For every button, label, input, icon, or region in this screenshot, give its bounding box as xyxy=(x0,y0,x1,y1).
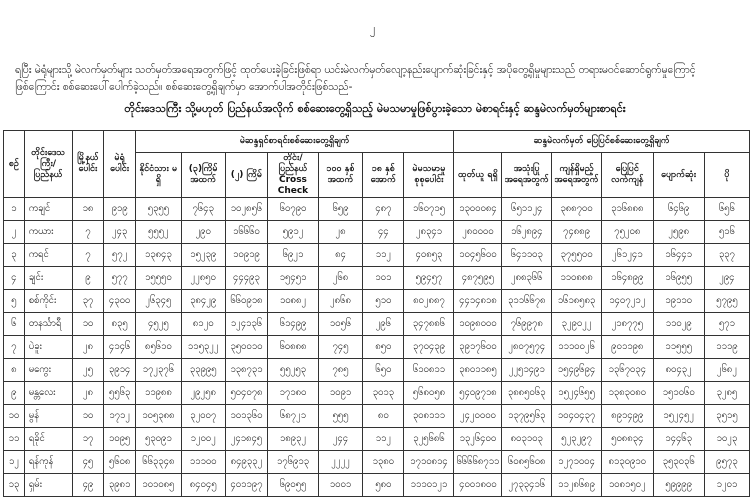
table-cell: ၄၃၀၀ xyxy=(104,290,136,313)
table-cell: ၈၁၂၀ xyxy=(181,313,225,336)
table-cell: ၉၁၉ xyxy=(104,198,136,221)
table-row xyxy=(4,267,750,290)
table-cell: ၁၁၉၈၈ xyxy=(135,382,181,405)
col-header: ၁၀၀ နှစ် အထက် xyxy=(318,153,362,198)
col-header: အသုံးပြု အရေအတွက် xyxy=(502,153,552,198)
table-cell: ၂၈၀၀၀၀ xyxy=(454,221,502,244)
table-cell: ၁၆၉၅၅ xyxy=(653,267,704,290)
table-cell: ၂၉၆ xyxy=(363,313,404,336)
region-cell: ရခိုင် xyxy=(24,428,72,451)
table-cell: ၁၀၉၅ xyxy=(104,428,136,451)
table-cell: ၇၆၉၉၇၈ xyxy=(502,313,552,336)
table-cell: ၅၀၈၈၃၄ xyxy=(601,428,653,451)
col-header: ပို xyxy=(704,153,749,198)
table-cell: ၈၀ xyxy=(363,405,404,428)
table-cell: ၁၆၁၈၅၈၃ xyxy=(552,290,602,313)
table-cell: ၄၈၇၅၉၅ xyxy=(454,267,502,290)
region-cell: တနင်္သာရီ xyxy=(24,313,72,336)
region-cell: ကချင် xyxy=(24,198,72,221)
table-cell: ၂၆၃၄၅ xyxy=(135,290,181,313)
table-cell: ၆၆၆၆၈၇၁၁ xyxy=(454,451,502,474)
col-header: ၁၈ နှစ် အောက် xyxy=(363,153,404,198)
table-cell: ၆၅၉ xyxy=(318,198,362,221)
table-cell: ၁၀၄၀၄၃၇ xyxy=(552,405,602,428)
region-cell: ကရင် xyxy=(24,244,72,267)
group-header-voter-list: မဲဆန္ဒရှင်စာရင်းစစ်ဆေးတွေ့ရှိချက် xyxy=(135,131,454,153)
table-cell: ၁၁၀၂၉ xyxy=(653,313,704,336)
table-cell: ၁၇၆၉၁၃ xyxy=(268,451,319,474)
table-cell: ၁၀၁၃၆၀ xyxy=(225,405,268,428)
table-cell: ၁၃၆၇၀၃၄ xyxy=(601,359,653,382)
page-number: ၂ xyxy=(370,22,376,35)
table-cell: ၁၃၇၉၅၆၃ xyxy=(502,405,552,428)
col-header: ပြေပြင် လက်ကျန် xyxy=(601,153,653,198)
table-cell: ၁၈၉၃၂ xyxy=(268,428,319,451)
table-cell: ၃၃၇ xyxy=(704,244,749,267)
intro-line: ရပြီး မဲရုံများသို့ မဲလက်မှတ်များ သတ်မှတ်အရေအတွက်ဖြင့် ထုတ်ပေးခဲ့ခြင်းဖြစ်ရာ ယင်းမဲလက်မှတ်လျော့နည်းပျောက်ဆုံးခြင်းနှင့် အပိုတွေ့ရှိမှုများသည် တရားမဝင်ဆောင်ရွက်မှုကြောင့် xyxy=(15,64,696,76)
table-row xyxy=(4,198,750,221)
table-cell: ၇ xyxy=(4,336,25,359)
table-cell: ၁၃ xyxy=(4,474,25,497)
col-header: (၃)ကြိမ် အထက် xyxy=(181,153,225,198)
table-cell: ၅၇၉၅ xyxy=(704,290,749,313)
table-cell: ၄၅၂၅ xyxy=(135,313,181,336)
table-cell: ၄၄၄၉၃ xyxy=(225,267,268,290)
table-cell: ၅၁၆ xyxy=(704,221,749,244)
table-cell: ၁၁၂၈၆၈၉ xyxy=(552,474,602,497)
table-cell: ၁၃၈၀ xyxy=(363,451,404,474)
table-cell: ၂၂၈၅၀ xyxy=(181,267,225,290)
region-cell: မကွေး xyxy=(24,359,72,382)
table-row xyxy=(4,405,750,428)
table-cell: ၁၂ xyxy=(4,451,25,474)
intro-line: ဖြစ်ကြောင်း စစ်ဆေးပေါ်ပေါက်ခဲ့သည်။ စစ်ဆေးတွေ့ရှိချက်မှာ အောက်ပါအတိုင်းဖြစ်သည်- xyxy=(15,81,353,93)
table-cell: ၇ xyxy=(72,244,104,267)
table-cell: ၁၃၂၆၄၀၀ xyxy=(454,428,502,451)
table-cell: ၁၂၀၀၂ xyxy=(181,428,225,451)
table-cell: ၂၈ xyxy=(72,336,104,359)
table-row xyxy=(4,359,750,382)
table-title: တိုင်းဒေသကြီး သို့မဟုတ် ပြည်နယ်အလိုက် စစ်ဆေးတွေ့ရှိသည့် မဲမသမာမှုဖြစ်ပွားခဲ့သော မဲစာရင်းနှင့် ဆန္ဒမဲလက်မှတ်များစာရင်း xyxy=(124,102,626,115)
table-row xyxy=(4,474,750,497)
table-cell: ၅၃၀၉၁ xyxy=(135,428,181,451)
table-cell: ၃၂၈၅ xyxy=(704,382,749,405)
table-row xyxy=(4,290,750,313)
table-cell: ၃၃၉၉၅ xyxy=(181,359,225,382)
table-cell: ၃၈၈၇၀၀ xyxy=(552,198,602,221)
table-cell: ၈၄ xyxy=(318,244,362,267)
table-cell: ၁၄၀၇၂၁၂ xyxy=(601,290,653,313)
table-cell: ၅၇၂ xyxy=(104,244,136,267)
table-cell: ၁၆၆၆၀ xyxy=(225,221,268,244)
table-cell: ၅၅၅ xyxy=(318,405,362,428)
table-cell: ၂၉၀ xyxy=(181,221,225,244)
table-cell: ၇၄၅ xyxy=(318,336,362,359)
table-cell: ၁၆၄၈၉၉ xyxy=(601,267,653,290)
table-cell: ၄၅ xyxy=(72,451,104,474)
table-cell: ၁၃၀၀၀၈၄ xyxy=(454,198,502,221)
table-cell: ၁၁၀၈၈၈ xyxy=(552,267,602,290)
region-cell: ရန်ကုန် xyxy=(24,451,72,474)
region-cell: ချင်း xyxy=(24,267,72,290)
table-cell: ၁၀၁ xyxy=(363,267,404,290)
table-cell: ၃၉၁၄ xyxy=(104,359,136,382)
table-cell: ၂၅ xyxy=(72,359,104,382)
table-cell: ၉ xyxy=(72,267,104,290)
region-cell: မွန် xyxy=(24,405,72,428)
table-cell: ၅၇၇ xyxy=(104,267,136,290)
table-cell: ၄၁၄၆ xyxy=(104,336,136,359)
fraud-summary-table xyxy=(3,130,750,497)
table-cell: ၆၈၇၂၁ xyxy=(268,405,319,428)
table-cell: ၁ xyxy=(4,198,25,221)
table-cell: ၆၄၁၁၀၃ xyxy=(502,244,552,267)
table-cell: ၈ xyxy=(4,359,25,382)
table-cell: ၄၈၇ xyxy=(363,198,404,221)
table-cell: ၁၀၅၆ xyxy=(318,313,362,336)
table-cell: ၆၅၁၁၂၄ xyxy=(502,198,552,221)
table-cell: ၁၁၁၀၀ xyxy=(181,451,225,474)
table-cell: ၆၉၂၁ xyxy=(268,244,319,267)
col-header: တိုင်း/ပြည်နယ် Cross Check xyxy=(268,153,319,198)
table-cell: ၁၁၁၀၀၂၆ xyxy=(552,336,602,359)
table-cell: ၈၀၃၁၀၃ xyxy=(502,428,552,451)
table-cell: ၂၄၄ xyxy=(318,428,362,451)
table-cell: ၂၂၂၂ xyxy=(318,451,362,474)
table-cell: ၁၁၅၃၂၂ xyxy=(181,336,225,359)
table-cell: ၁၆၄၄၁ xyxy=(653,244,704,267)
table-cell: ၂၁၈၇၇၅ xyxy=(601,313,653,336)
table-cell: ၁၅၂၄၆၅၅ xyxy=(552,382,602,405)
table-cell: ၁၄၄၆၃ xyxy=(653,428,704,451)
table-cell: ၂၄၃ xyxy=(104,221,136,244)
table-row xyxy=(4,428,750,451)
table-cell: ၁၀၁၀၈၅ xyxy=(135,474,181,497)
table-cell: ၁၆၀၇၁၅ xyxy=(404,198,454,221)
table-row xyxy=(4,244,750,267)
table-cell: ၁၀၂၈၅၆ xyxy=(225,198,268,221)
table-cell: ၃၇၀၄၃၉ xyxy=(404,336,454,359)
table-cell: ၃၉၈၁ xyxy=(104,474,136,497)
col-header: ပျောက်ဆုံး xyxy=(653,153,704,198)
table-cell: ၈၉၁၄၉၉ xyxy=(601,405,653,428)
table-cell: ၈၀၂၈၈၇ xyxy=(404,290,454,313)
table-cell: ၂၈၃၄၁ xyxy=(404,221,454,244)
table-cell: ၅ xyxy=(4,290,25,313)
group-header-ballots: ဆန္ဒမဲလက်မှတ် ပြေပြင်စစ်ဆေးတွေ့ရှိချက် xyxy=(454,131,750,153)
col-header: စဉ် xyxy=(4,131,25,198)
table-cell: ၇၄၈၈၉ xyxy=(552,221,602,244)
table-cell: ၁၅၂၃၉ xyxy=(181,244,225,267)
table-cell: ၁၃၈၇၃၁ xyxy=(225,359,268,382)
table-cell: ၂၄၂၀၀၀၀ xyxy=(454,405,502,428)
table-cell: ၅၀၄၀၇၈ xyxy=(225,382,268,405)
table-cell: ၅၅၅၂ xyxy=(135,221,181,244)
table-cell: ၂၆၈၂ xyxy=(704,359,749,382)
table-cell: ၁၀၂၃ xyxy=(704,428,749,451)
table-cell: ၅၉၉၉၉ xyxy=(653,474,704,497)
table-cell: ၁၂၄၁၃၆ xyxy=(225,313,268,336)
table-cell: ၄၀၈၅၃ xyxy=(404,244,454,267)
table-cell: ၆၁၀၈၁၁ xyxy=(404,359,454,382)
table-cell: ၃ xyxy=(4,244,25,267)
table-cell: ၃၅၁၅ xyxy=(704,405,749,428)
table-cell: ၂၈ xyxy=(72,382,104,405)
table-cell: ၅၃၅၅ xyxy=(135,198,181,221)
table-cell: ၈၃၅ xyxy=(104,313,136,336)
table-cell: ၂၉၄ xyxy=(704,267,749,290)
region-cell: စစ်ကိုင်း xyxy=(24,290,72,313)
table-cell: ၁၂၇၁၀၀၄ xyxy=(552,451,602,474)
table-cell: ၆၁၄၉၉ xyxy=(268,313,319,336)
table-cell: ၁၀၈၁၅၀၂ xyxy=(601,474,653,497)
table-cell: ၃၈၄၂၉ xyxy=(181,290,225,313)
table-cell: ၆ xyxy=(4,313,25,336)
table-cell: ၁၀ xyxy=(72,313,104,336)
table-cell: ၂၈ xyxy=(318,221,362,244)
table-cell: ၁၈ xyxy=(72,198,104,221)
table-row xyxy=(4,313,750,336)
table-cell: ၂၇၃၃၄၁၆ xyxy=(502,474,552,497)
table-cell: ၃၄၇၈၈၆ xyxy=(404,313,454,336)
col-header: ထုတ်ယူ ရရှိ xyxy=(454,153,502,198)
table-cell: ၁၀၀၁ xyxy=(318,474,362,497)
table-cell: ၈၀၄၃၂ xyxy=(653,359,704,382)
col-header: နိုင်ငံသား မရှိ xyxy=(135,153,181,198)
table-cell: ၁၀၈၈၂ xyxy=(268,290,319,313)
table-cell: ၂၆၁၂၄၁ xyxy=(601,244,653,267)
table-cell: ၅၅၂၅၃ xyxy=(268,359,319,382)
table-cell: ၅၄၀၉၇၁၈ xyxy=(454,382,502,405)
table-cell: ၁၅၄၅၁ xyxy=(268,267,319,290)
table-cell: ၈၄၀၄၅ xyxy=(181,474,225,497)
table-cell: ၄၄၁၄၈၁၈ xyxy=(454,290,502,313)
table-cell: ၉၅၇၃ xyxy=(704,451,749,474)
table-cell: ၁၅၅၅၀ xyxy=(135,267,181,290)
table-cell: ၃၅၀၀၁၀ xyxy=(225,336,268,359)
table-cell: ၅၇၁ xyxy=(704,313,749,336)
table-cell: ၁၉၁၁၀ xyxy=(653,290,704,313)
table-cell: ၁၀၄၅၆၀၀ xyxy=(454,244,502,267)
table-cell: ၁၀ xyxy=(4,405,25,428)
table-cell: ၈၁၃၀၉၁၀ xyxy=(601,451,653,474)
table-cell: ၅၈၀ xyxy=(363,474,404,497)
table-cell: ၃၁၁၆၆၇၈ xyxy=(502,290,552,313)
table-cell: ၇၆၄၃ xyxy=(181,198,225,221)
col-header: မဲမသမာမှု စုစုပေါင်း xyxy=(404,153,454,198)
table-cell: ၆၆၃၃၄၈ xyxy=(135,451,181,474)
table-cell: ၅၉၄၅၇ xyxy=(404,267,454,290)
table-cell: ၅၆၀၈ xyxy=(104,451,136,474)
table-cell: ၁၇၁၀၈၁၄ xyxy=(404,451,454,474)
table-cell: ၅၁၀ xyxy=(363,290,404,313)
table-row xyxy=(4,382,750,405)
table-cell: ၆၅၀ xyxy=(363,359,404,382)
table-row xyxy=(4,221,750,244)
table-cell: ၁၁၁၀၁၂၁ xyxy=(404,474,454,497)
table-cell: ၃၂၅၆၈၆ xyxy=(404,428,454,451)
table-cell: ၁၇၂၃၇၆ xyxy=(135,359,181,382)
region-cell: ရှမ်း xyxy=(24,474,72,497)
table-cell: ၃၈၈၅၀၆၃ xyxy=(502,382,552,405)
table-cell: ၂၄၁၈၄၅ xyxy=(225,428,268,451)
table-cell: ၅၆၈၀၅၈ xyxy=(404,382,454,405)
table-cell: ၆၀၈၈၈ xyxy=(268,336,319,359)
table-cell: ၄၄ xyxy=(363,221,404,244)
table-cell: ၆၅၆ xyxy=(704,198,749,221)
table-row xyxy=(4,336,750,359)
table-cell: ၂၅၉၈ xyxy=(653,221,704,244)
table-cell: ၁၇၁၈၀ xyxy=(268,382,319,405)
table-cell: ၆၀၇၉၀ xyxy=(268,198,319,221)
table-cell: ၃၀၁၃ xyxy=(363,382,404,405)
table-cell: ၆၄၆၉ xyxy=(653,198,704,221)
table-cell: ၁၇ xyxy=(72,428,104,451)
table-cell: ၁၀၉၁၉ xyxy=(225,244,268,267)
table-cell: ၁၀၅၃၈၈ xyxy=(135,405,181,428)
table-cell: ၁၀၉၁ xyxy=(318,382,362,405)
col-header: (၂) ကြိမ် xyxy=(225,153,268,198)
table-cell: ၃၉၁၇၆၀၀ xyxy=(454,336,502,359)
table-cell: ၁၅၁၀၆၀ xyxy=(653,382,704,405)
table-cell: ၆၀၈၅၆၀၈ xyxy=(502,451,552,474)
table-cell: ၈၄၉၃၃၂ xyxy=(225,451,268,474)
table-cell: ၉၀၁၁၉၈ xyxy=(601,336,653,359)
table-cell: ၈၅၀ xyxy=(363,336,404,359)
region-cell: ကယား xyxy=(24,221,72,244)
table-cell: ၄ xyxy=(4,267,25,290)
table-cell: ၅၅၆၃ xyxy=(104,382,136,405)
table-cell: ၃၅၃၀၃၆ xyxy=(653,451,704,474)
table-cell: ၃၂၀၀၇ xyxy=(181,405,225,428)
col-header: မဲရုံ ပေါင်း xyxy=(104,131,136,198)
table-cell: ၁၁၅၅၅ xyxy=(653,336,704,359)
table-cell: ၂၉၂၅၈ xyxy=(181,382,225,405)
table-cell: ၁၅၂၄၅၂ xyxy=(653,405,704,428)
table-cell: ၅၉၁၂ xyxy=(268,221,319,244)
table-cell: ၁၁၁၉ xyxy=(704,336,749,359)
table-cell: ၂၆၈ xyxy=(318,267,362,290)
table-cell: ၂ xyxy=(4,221,25,244)
table-cell: ၄၀၁၁၉၇ xyxy=(225,474,268,497)
intro-paragraph xyxy=(15,62,750,96)
table-cell: ၂၈၈၃၆၆ xyxy=(502,267,552,290)
col-header: မြို့နယ် ပေါင်း xyxy=(72,131,104,198)
table-row xyxy=(4,451,750,474)
table-cell: ၃၁၆၈၈၈ xyxy=(601,198,653,221)
table-cell: ၃၇ xyxy=(72,290,104,313)
table-cell: ၁၅၄၉၆၉၄ xyxy=(552,359,602,382)
table-cell: ၁၇၁၂ xyxy=(104,405,136,428)
region-cell: ပဲခူး xyxy=(24,336,72,359)
table-cell: ၂၂၅၁၄၉၁ xyxy=(502,359,552,382)
col-header: တိုင်းဒေသကြီး/ ပြည်နယ် xyxy=(24,131,72,198)
table-cell: ၁၂၀၁ xyxy=(704,474,749,497)
table-cell: ၆၆၀၉၁၈ xyxy=(225,290,268,313)
table-cell: ၇၅၂၀၈ xyxy=(601,221,653,244)
table-cell: ၁၃၈၄၃ xyxy=(135,244,181,267)
table-cell: ၇ xyxy=(72,221,104,244)
table-cell: ၆၉၀၅၅ xyxy=(268,474,319,497)
table-cell: ၈၅၆၁၀ xyxy=(135,336,181,359)
table-cell: ၄၉ xyxy=(72,474,104,497)
table-cell: ၁၀၉၈၀၀၀ xyxy=(454,313,502,336)
table-cell: ၃၀၈၁၁၁ xyxy=(404,405,454,428)
table-cell: ၃၇၅၅၀၀ xyxy=(552,244,602,267)
table-cell: ၁၁ xyxy=(4,428,25,451)
table-cell: ၃၈၀၁၁၈၅ xyxy=(454,359,502,382)
table-cell: ၃၂၉၀၂၂ xyxy=(552,313,602,336)
table-cell: ၂၈၆၈ xyxy=(318,290,362,313)
region-cell: မန္တလေး xyxy=(24,382,72,405)
table-cell: ၁၃၈၃၀၈၀ xyxy=(601,382,653,405)
col-header: ကျန်ရှိမည့် အရေအတွက် xyxy=(552,153,602,198)
table-cell: ၁၁၂ xyxy=(363,428,404,451)
table-cell: ၇၈၅ xyxy=(318,359,362,382)
table-cell: ၁၆၂၈၉၄ xyxy=(502,221,552,244)
table-cell: ၄၀၀၁၈၀၀ xyxy=(454,474,502,497)
table-cell: ၅၂၃၂၉၇ xyxy=(552,428,602,451)
table-cell: ၂၈၀၇၅၇၄ xyxy=(502,336,552,359)
table-cell: ၁၁၂ xyxy=(363,244,404,267)
table-cell: ၁၀ xyxy=(72,405,104,428)
table-cell: ၉ xyxy=(4,382,25,405)
